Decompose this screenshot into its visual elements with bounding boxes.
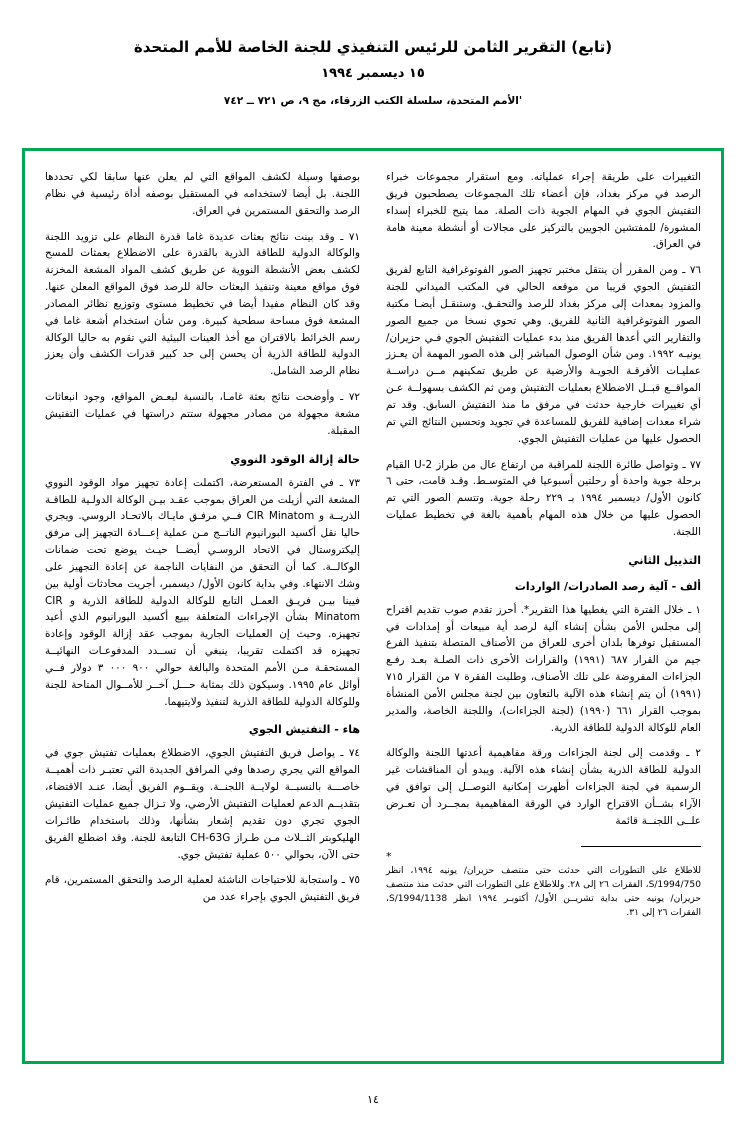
paragraph: ١ ـ خلال الفترة التي يغطيها هذا التقرير*. أحرز تقدم صوب تقديم اقتراح إلى مجلس الأمن بشأن إنشاء آلية لرصد أية مبيعات أو إمدادات في المستقبل توفرها بلدان أخرى للعراق من الأصناف المتصلة بتنفيذ الفرع جيم من القرار ٦٨٧ (١٩٩١) والقرارات الأخرى ذات الصلـة بعـد رفـع الجزاءات المفروضة على تلك الأصناف، وطلبت الفقرة ٧ من القرار ٧١٥ (١٩٩١) أن يتم إنشاء هذه الآلية بالتعاون بين لجنة مجلس الأمن المنشأة بموجب القرار ٦٦١ (١٩٩٠) (لجنة الجزاءات)، واللجنة الخاصة، والمدير العام للوكالة الدولية للطاقة الذرية. xyxy=(386,603,702,734)
paragraph: ٧٥ ـ واستجابة للاحتياجات الناشئة لعملية الرصد والتحقق المستمرين، قام فريق التفتيش الجوي بإجراء عدد من xyxy=(45,874,360,904)
footnote xyxy=(386,842,701,920)
paragraph: ٧٧ ـ وتواصل طائرة اللجنة للمراقبة من ارتفاع عال من طراز U-2 القيام برحلة جوية واحدة أو رحلتين أسبوعيا في المتوسـط. وقـد قامت، حتى ٦ كانون الأول/ ديسمبر ١٩٩٤ بـ ٢٢٩ رحلة جوية. وتتسم الصور التي تم الحصول عليها من خلال هذه المهام بأهمية بالغة في تخطيط عمليات اللجنة. xyxy=(386,458,701,538)
subsection-heading-export-import: ألف - آلية رصد الصادرات/ الواردات xyxy=(514,579,701,593)
content-frame xyxy=(22,148,724,1064)
document-header xyxy=(0,0,746,107)
paragraph: ٧٤ ـ يواصل فريق التفتيش الجوي، الاضطلاع بعمليات تفتيش جوي في المواقع التي يجري رصدها وفي المرافق الجديدة التي تعتبـر ذات أهميــة خاصـــة بالنسبــة لولايــة اللجنــة. ويقــوم الفريق أيضا، عنـد الاقتضاء، بتقديــم الدعم لعمليات التفتيش الأرضي، ولا تـزال جميع عمليات التفتيش الجوي تجري دون تقديم إشعار بشأنها، وذلك باستخدام طائـرات الهليكوبتر الثــلاث مـن طـراز CH-63G التابعة للجنة. وقد اضطلع الفريق حتى الآن، بحوالي ٥٠٠ عملية تفتيش جوي. xyxy=(45,747,360,861)
footnote-marker: * xyxy=(386,849,392,863)
page-title: (تابع) التقرير الثامن للرئيس التنفيذي للجنة الخاصة للأمم المتحدة xyxy=(133,38,613,56)
footnote-divider xyxy=(581,846,701,847)
column-left xyxy=(386,169,701,1051)
document-source-citation: 'الأمم المتحدة، سلسلة الكتب الزرقاء، مج ٩، ص ٧٢١ ــ ٧٤٢ xyxy=(223,94,523,107)
page-number: ١٤ xyxy=(367,1093,379,1106)
paragraph: ٧١ ـ وقد بينت نتائج بعثات عديدة غاما قدرة النظام على تزويد اللجنة والوكالة الدولية للطاقة الذرية بالقدرة على الاضطلاع بعمثات للمسح لكشف بعض الأنشطة النووية عن طريق كشف المواد المشعة المخزنة فوق مواقع معينة وتنفيذ البعثات حالة للرصد فوق المواقع المعلن عنها. وقد كان النظام مفيدا أيضا في تخطيط مستوى وتوزيع نظائر المصادر المشعة فوق مساحة سطحية كبيرة. ومن شأن استخدام أشعة غاما في رسم الخرائط بالاقتران مع أخذ العينات البيئية التي تقوم به حاليا الوكالة الدولية للطاقة الذرية أن يحسن إلى حد كبير قدرات الكشف وأن يعزز نظام الرصد الشامل. xyxy=(45,230,360,378)
section-heading-nuclear-fuel: حالة إزالة الوقود النووي xyxy=(230,452,360,466)
column-right xyxy=(45,169,360,1051)
section-heading-appendix-two: التذييل الثاني xyxy=(628,553,701,567)
paragraph: ٧٦ ـ ومن المقرر أن ينتقل مختبر تجهيز الصور الفوتوغرافية التابع لفريق التفتيش الجوي قريبا من موقعه الحالي في المكتب الميداني للجنة والمزود بمعدات إلى مركز بغداد للرصد والتحقـق. وستنقـل أيضـا مكتبة الصور الفوتوغرافية الثانية للفريق. وهي تحوي نسخا من جميع الصور والتقارير التي أعدها الفريق منذ بدء عمليات التفتيش الجوي فـي حزيران/ يونيـه ١٩٩٢. ومن شأن الوصول المباشر إلى هذه الصور المهمة أن يعـزز عمليـات الأفرقـة الجويـة والأرضية عن طريق تمكينهم مــن دراســة المواقــع قبــل الاضطلاع بعمليات التفتيش ومن ثم الكشف بسهولــة عـن أي تغييرات خارجية حدثت في مرفق ما منذ التفتيش السابق. وقد تم شراء معدات إضافية للفريق للمساعدة في تجويد وتحسين النتائج التي تم الحصول عليها من عمليات التفتيش الجوي. xyxy=(386,264,701,445)
paragraph: ٧٢ ـ وأوضحت نتائج بعثة غامـا، بالنسبة لبعـض المواقع، وجود انبعاثات مشعة مجهولة من مصادر مجهولة ستتم دراستها في عمليات التفتيش المقبلة. xyxy=(45,391,360,437)
document-date: ١٥ ديسمبر ١٩٩٤ xyxy=(321,65,425,81)
section-heading-aerial-inspection: هاء - التفتيش الجوي xyxy=(248,723,360,737)
paragraph: ٢ ـ وقدمت إلى لجنة الجزاءات ورقة مفاهيمية أعدتها اللجنة والوكالة الدولية للطاقة الذرية بشأن إنشاء هذه الآلية. ويبدو أن المناقشات غير الرسمية في لجنة الجزاءات أظهرت إمكانية التوصــل إلى توافق في الآراء بشــأن الاقتراح الوارد في الورقة المفاهيمية بمجــرد أن تعـرض علــى اللجنــة قائمة xyxy=(386,747,701,827)
footnote-text: للاطلاع على التطورات التي حدثت حتى منتصف حزيران/ يونيه ١٩٩٤، انظر S/1994/750، الفقرات ٢٦ إلى ٢٨. وللاطلاع على التطورات التي حدثت منذ منتصف حزيران/ يونيه حتى بداية تشريــن الأول/ أكتوبـر ١٩٩٤ انظر S/1994/1138، الفقرات ٢٦ إلى ٣١. xyxy=(386,865,701,918)
two-column-body xyxy=(45,169,701,1051)
paragraph: ٧٣ ـ في الفترة المستعرضة، اكتملت إعادة تجهيز مواد الوقود النووي المشعة التي أزيلت من العراق بموجب عقـد بيـن الوكالة الدولـية للطاقـة الذريــة و CIR Minatom فــي مرفـق مايـاك بالاتحـاد الروسي. ويجري حاليا نقل أكسيد البورانيوم الناتــج مـن عملية إعـــادة التجهيز إلى مرفق إليكتروستال في الاتحاد الروسـي أيضــا حيـث يوضع تحت ضمانات الوكالــة. كما أن التحقق من النفايات الناجمة عن إعادة التجهيز على وشك الانتهاء. وفي بداية كانون الأول/ ديسمبر، أجريت محادثات أولية بين فيينا بيـن فريـق العمـل التابع للوكالة الدولية للطاقة الذرية و CIR Minatom بشأن الإجراءات المتعلقة ببيع أكسيد اليورانيوم الذي أعيد تجهيزه. وحيث إن العمليات الجارية بموجب عقد إزالة الوقود وإعادة تجهيزه قد اكتملت تقريبا، ينبغي أن تســدد المدفوعـات النهائيــة المستحقـة مـن الأمم المتحدة والبالغة حوالي ٩٠٠ ٠٠٠ ٣ دولار فــي أوائل عام ١٩٩٥. وسيكون ذلك بمثابة حـــل آخــر للأمــوال المتاحة للجنة وللوكالة الدولية للطاقة الذرية لتنفيذ ولايتيهما. xyxy=(45,476,360,708)
paragraph: التغييرات على طريقة إجراء عملياته. ومع استقرار مجموعات خبراء الرصد في مركز بغداد، فإن أعضاء تلك المجموعات يصطحبون فريق التفتيش الجوي في المهام الجوية ذات الصلة. مما يتيح للخبراء إسداء المشورة/ للمفتشين الجويين بالتركيز على مجالات أو أنشطة معينة هامة في العراق. xyxy=(386,171,701,251)
paragraph: بوصفها وسيلة لكشف المواقع التي لم يعلن عنها سابقا لكي تحددها اللجنة. بل أيضا لاستخدامه في المستقبل بوصفه أداة رئيسية في نظام الرصد والتحقق المستمرين في العراق. xyxy=(45,171,360,217)
